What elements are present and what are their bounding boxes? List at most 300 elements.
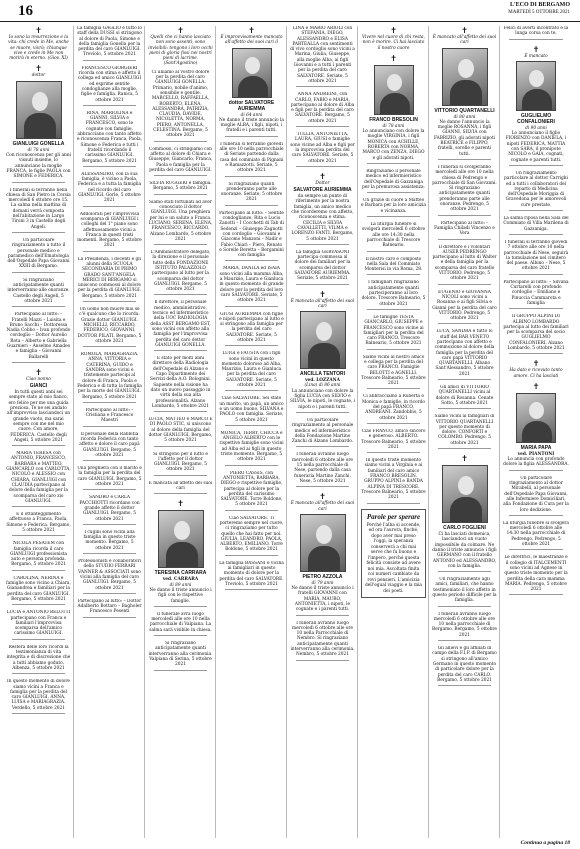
memorial-quote bbox=[361, 26, 426, 51]
divider bbox=[296, 284, 349, 285]
obituary-notice bbox=[219, 516, 284, 558]
obituary-notice bbox=[219, 561, 284, 592]
deceased-name: MARIA PAPA bbox=[520, 444, 552, 451]
obituary-notice bbox=[361, 54, 426, 166]
cross-icon: ✝ bbox=[319, 492, 326, 502]
notice-text: Si ringraziano anticipatamente quanti interverranno alla cerimonia. Valpiana di Serina, 5 ottobre 2021 bbox=[148, 641, 213, 668]
column-3 bbox=[148, 26, 216, 838]
deceased-name: TERESINA CARRARA bbox=[154, 570, 207, 577]
divider bbox=[154, 350, 207, 351]
obituary-notice bbox=[432, 329, 497, 382]
notice-text: La liturgia funebre si svolgerà mercoledì 6 ottobre alle 14:30 nella parrocchiale di Pedrengo. Pedrengo, 5 ottobre 2021 bbox=[503, 520, 569, 548]
condolence-list bbox=[6, 312, 71, 365]
notice-text: Partecipano al lutto: – Dottor Adalberto Bottaro – Bagholer Francesco Pesenti bbox=[77, 598, 142, 615]
obituary-notice bbox=[148, 641, 213, 672]
divider bbox=[367, 309, 420, 310]
divider bbox=[367, 388, 420, 389]
obituary-notice bbox=[503, 476, 569, 518]
divider bbox=[296, 615, 349, 616]
notice-text: FRANCESCO GIORGIERI ricorda con stima e affetto il collega ed amico GIANLUIGI ed esprime sentite condoglianze alla moglie, figlie e famiglia. Ranica, 5 ottobre 2021 bbox=[77, 65, 142, 103]
deceased-age: di 78 anni bbox=[27, 147, 50, 153]
deceased-name: FRANCO BRESOLIN bbox=[369, 116, 418, 123]
notice-text: LUIGI e FAUSTA con i figli sono vicini in questo momento doloroso ad Alba, Maurizio, Laura e Gianluca per la perdita del caro SALVATORE. Seriate, 5 ottobre 2021 bbox=[221, 351, 282, 389]
obituary-notice bbox=[77, 599, 142, 620]
divider bbox=[509, 353, 563, 354]
deceased-subtitle: ved. PIANTONI bbox=[517, 451, 555, 457]
divider bbox=[83, 301, 136, 302]
notice-text: MARIA, DANILA ed ISAIA sono vicini alla mamma Alba, a Maurizio, Laura e Gianluca in questo momento di grande dolore per la perdita del loro caro SALVATORE. Seriate, 5 ottobre 2021 bbox=[219, 266, 284, 304]
divider bbox=[225, 465, 278, 466]
divider bbox=[296, 126, 349, 127]
obituary-notice bbox=[503, 216, 569, 237]
deceased-subtitle: ved. CARRARA bbox=[162, 577, 199, 583]
divider bbox=[438, 448, 491, 449]
divider bbox=[154, 446, 207, 447]
deceased-name: ANCILLA TENTORI bbox=[300, 371, 345, 378]
divider bbox=[154, 244, 207, 245]
obituary-notice bbox=[6, 576, 71, 607]
divider bbox=[83, 426, 136, 427]
cross-icon: ✝ bbox=[532, 44, 540, 54]
obituary-notice bbox=[148, 181, 213, 197]
obituary-notice bbox=[6, 645, 71, 676]
obituary-notice bbox=[219, 396, 284, 427]
deceased-photo bbox=[232, 48, 272, 98]
notice-text: I funerali avranno luogo mercoledì 6 ottobre alle ore 15 nella parrocchiale di Nese, partendo dalla casa funeraria Martino Zanchi. Nese, 5 ottobre 2021 bbox=[292, 452, 353, 484]
deceased-name: dottor SALVATORE AURIEMMA bbox=[228, 99, 275, 112]
notice-text: SANDRO e CARLA PACCHIOTTI ricordano con grande affetto il dottor GIANLUIGI. Bergamo, 5 ottobre 2021 bbox=[79, 495, 140, 522]
obituary-notice bbox=[361, 169, 426, 195]
notice-text: In questo momento di dolore siamo vicini a Franca e famiglia per la perdita del caro GIANLUIGI. ANNA, LUISA e MARIAGRAZIA. Verdello, 5 ottobre 2021 bbox=[7, 679, 70, 711]
obituary-notice bbox=[148, 200, 213, 247]
obituary-notice bbox=[432, 221, 497, 242]
deceased-photo bbox=[442, 48, 488, 106]
obituary-notice bbox=[290, 92, 355, 129]
obituary-notice bbox=[432, 414, 497, 451]
cross-icon: ✝ bbox=[461, 454, 468, 464]
notice-text: Un particolare ringraziamento al personale medico ed infermieristico della Fondazione Martino Zanchi di Alzano Lombardo. bbox=[291, 417, 354, 445]
notice-text: La liturgia funebre si svolgerà mercoledì 6 ottobre alle ore 14:30 nella parrocchiale di Trescore Balneario. bbox=[361, 222, 426, 249]
obituary-notice bbox=[432, 245, 497, 287]
notice-text: Il personale della Rabbitia ricorda Federica con tanto affetto e dolore il caro papà GIANLUIGI. Bergamo, 5 ottobre 2021 bbox=[79, 431, 140, 458]
notice-text: I funerali si terranno giovedì alle ore 10 nella parrocchiale di Seriate partendo dalla casa del commiato di Pignani e Ramazzotti. Seriate, 5 ottobre 2021 bbox=[219, 141, 284, 174]
notice-text: Si ringraziano anticipatamente quanti interverranno alle onoranze. Castello degli Angeli, 5 ottobre 2021 bbox=[7, 277, 70, 304]
notice-text: Addolorati per l'improvvisa scomparsa di GIANLUIGI i colleghi del 1° piano sono affettuosamente vicini a Franca in questi tristi momenti. Bergamo, 5 ottobre 2021 bbox=[77, 211, 142, 249]
deceased-photo bbox=[158, 510, 204, 568]
obituary-notice bbox=[6, 188, 71, 235]
notice-text: I funerali avranno luogo mercoledì 6 ottobre alle ore 10 nella parrocchiale di Bergamo. Bergamo, 5 ottobre 2021 bbox=[432, 611, 497, 638]
notice-text: Si stringono per il lutto e l'affetto per il dottor GIANLUIGI. Bergamo, 5 ottobre 2021 bbox=[153, 451, 208, 473]
divider bbox=[509, 515, 563, 516]
divider bbox=[83, 553, 136, 554]
obituary-notice bbox=[361, 198, 426, 219]
obituary-notice bbox=[503, 280, 569, 311]
notice-label: È improvvisamente mancato all'affetto dei suoi cari il bbox=[220, 35, 283, 46]
obituary-notice bbox=[148, 147, 213, 178]
notice-text: I funerali si terranno nella chiesa di San Pietro in Corsia mercoledì 6 ottobre ore 15. La salma nella mattina di domani verrà composta nell'abitazione in Largo Tironi 3 in Castello degli Angeli. bbox=[6, 187, 71, 230]
notice-text: La annunciano con dolore la figlia LUCIA con SILVIO e SILVIA, le nipoti, le cognate, i nipoti e i parenti tutti. bbox=[290, 388, 355, 410]
notice-text: LINA e MARIO ARIOLI con STEFANIA, DIEGO, ALESSANDRO e ELISA PARTEALLA con sentimenti di vivo cordoglio sono vicini a Marina, Giulia, Giuseppe, alla moglie Alba, ai figli Giovanni e a tutti i parenti per la perdita del caro SALVATORE. Seriate, 5 ottobre 2021 bbox=[290, 26, 355, 84]
notice-text: da sempre un punto di riferimento per la nostra famiglia, un amico medico che ricorderemo con affetto, riconoscenza e stima. CECILIA e SILVIA CAVALLETTI, VILMA e LORENZO FANTI. Bergamo, 5 ottobre 2021 bbox=[291, 194, 354, 242]
deceased-age: di 78 anni bbox=[382, 123, 405, 129]
notice-text: È mancata all'affetto dei suoi cari bbox=[148, 480, 213, 492]
notice-text: La salma riposa nella Sala del Commiato di Villa Marilena di Gazzaniga. bbox=[503, 216, 569, 232]
obituary-notice bbox=[432, 290, 497, 327]
notice-text: In questo triste momento siamo vicini a Virginia e ai familiari del caro amico FRANCO BRESOLIN. GRUPPO ALPINI e BANDA ALPINA DI TRESCORE. Trescore Balneario, 5 ottobre 2021 bbox=[361, 458, 426, 501]
deceased-photo bbox=[300, 311, 346, 369]
notice-label: È mancato bbox=[524, 53, 548, 59]
obituary-notice bbox=[77, 495, 142, 526]
obituary-notice bbox=[6, 451, 71, 509]
notice-text: Il direttore e i volontari AUSER PEDRENGO partecipano al lutto di Walter e della famiglia per la scomparsa del caro fratello VITTORIO. Pedrengo, 5 ottobre 2021 bbox=[432, 244, 497, 282]
notice-text: Commossi, ci stringiamo con affetto al dolore di Chiara e Giuseppe, Giancarlo, Franca, Paola e famiglia per la perdita del caro GIANLUIGI. bbox=[148, 146, 213, 173]
divider bbox=[438, 571, 491, 572]
continued-note: Continua a pagina 18 bbox=[520, 840, 570, 846]
notice-label: Ciao nonno bbox=[26, 376, 51, 382]
divider bbox=[367, 163, 420, 164]
obituary-notice bbox=[290, 621, 355, 663]
divider bbox=[225, 589, 278, 590]
deceased-age: (Lina) di 86 anni bbox=[304, 383, 341, 389]
deceased-age: di 80 anni bbox=[453, 114, 476, 120]
obituary-notice bbox=[6, 64, 71, 184]
deceased-name: PIETRO AZZOLA bbox=[302, 573, 343, 580]
divider bbox=[438, 640, 491, 641]
obituary-notice bbox=[6, 512, 71, 538]
obituary-notice bbox=[503, 26, 569, 42]
divider bbox=[154, 606, 207, 607]
notice-text: Siamo vicini al nostro amico e collega per la perdita del caro FRANCO. Famiglie BELOTTI e AGNELLI. Trescore Balneario, 5 ottobre 2021 bbox=[361, 354, 426, 387]
notice-text: Le direttrici, le maestranze e il collegio di ITALCEMENTI sono vicini ad Agnese in questo triste momento per la perdita della cara mamma MARIA. Pedrengo, 5 ottobre 2021 bbox=[504, 555, 568, 593]
divider bbox=[154, 411, 207, 412]
obituary-notice bbox=[77, 432, 142, 463]
obituary-notice bbox=[290, 132, 355, 169]
divider bbox=[296, 412, 349, 413]
divider bbox=[12, 182, 65, 183]
divider bbox=[12, 570, 65, 571]
obituary-notice bbox=[503, 555, 569, 597]
obituary-notice bbox=[503, 45, 569, 168]
notice-text: I funerali si svolgeranno mercoledì alle ore 10 nella chiesa di Pedrengo e parrocchiale di San Giovanni. Si ringraziano anticipatamente quanti prenderanno parte alle onoranze. Pedrengo, 5 ottobre 2021 bbox=[432, 164, 497, 213]
obituary-notice bbox=[361, 257, 426, 278]
deceased-subtitle: ved. LOZZANA bbox=[305, 378, 340, 384]
notice-text: Si ringraziano quanti prenderanno parte alle onoranze. Seriate, 5 ottobre 2021 bbox=[220, 181, 283, 203]
notice-text: ANNA ANDREINI, con CARLO, FABIO e MARIA, partecipano al dolore di Alba e figli per la perdita del caro SALVATORE. Bergamo, 5 ottobre 2021 bbox=[290, 92, 355, 124]
notice-text: Lo annunciano il figlio FIORENZO con DANIELA, i nipoti FEDERICA, MATTIA con SARA, il pronipote NICOLÒ e GAIA, cognati, cognate e parenti tutti. bbox=[505, 131, 567, 163]
obituary-notice bbox=[432, 577, 497, 608]
notice-text: Un uomo non muore mai se c'è qualcuno che lo ricorda. Grazie dottor GIANLUIGI. MICHELLI, RICCARDO, FEDERICO, GIOVANNI, DOTTOR PILATI. Bergamo, 5 ottobre 2021 bbox=[77, 307, 142, 344]
divider bbox=[12, 306, 65, 307]
column-8 bbox=[503, 26, 571, 838]
notice-text: I cugini sono vicini alla famiglia in questo triste momento. Bergamo, 5 ottobre 2021 bbox=[83, 529, 136, 551]
memorial-quote bbox=[6, 26, 71, 61]
column-7 bbox=[432, 26, 500, 838]
obituary-notice bbox=[77, 26, 142, 63]
notice-text: Con riconoscenza per gli anni vissuti insieme, lo annunciano la moglie FRANCA, le figlie PAOLA con SIMONE e FEDERICA. bbox=[6, 153, 71, 180]
divider bbox=[12, 604, 65, 605]
obituary-notice bbox=[219, 182, 284, 208]
obituary-notice bbox=[432, 612, 497, 643]
divider bbox=[509, 39, 563, 40]
cross-icon: ✝ bbox=[390, 53, 397, 63]
obituary-notice bbox=[290, 290, 355, 415]
obituary-notice bbox=[77, 257, 142, 304]
quote-text: Io sono la resurrezione e la vita: chi crede in Me, anche se muore, vivrà; chiunque vive e crede in Me non morirà in eterno. (Giov. XI) bbox=[8, 35, 69, 62]
notice-text: Le famiglie TESTA GIANCARLO, GIUSEPPE e FRANCESCO sono vicine ai famigliari per la perdita del caro FRANCO. Trescore Balneario, 5 ottobre 2021 bbox=[363, 314, 424, 347]
notice-text: La famiglia GERVASONI partecipa commossa al dolore dei familiari per la scomparsa del dottor SALVATORE AURIEMMA. Seriate, 5 ottobre 2021 bbox=[294, 249, 351, 282]
divider bbox=[509, 308, 563, 309]
divider bbox=[225, 136, 278, 137]
obituary-notice bbox=[432, 385, 497, 411]
divider bbox=[367, 192, 420, 193]
notice-text: L'Amministratore delegato, la direzione e il personale tutto della FONDAZIONE ISTITUTO PALAZZOLO partecipano al lutto per la scomparsa del dottor GIANLUIGI. Bergamo, 5 ottobre 2021 bbox=[150, 250, 211, 293]
divider bbox=[367, 452, 420, 453]
notice-text: LUCA, SANDRA e tutto lo staff del BAR VENETO partecipano con affetto e commozione al dolore della famiglia per la perdita del caro papà VITTORIO QUARTANELLI. Albano Sant'Alessandro, 5 ottobre 2021 bbox=[434, 329, 495, 377]
divider bbox=[225, 390, 278, 391]
divider bbox=[154, 475, 207, 476]
obituary-notice bbox=[148, 300, 213, 353]
divider bbox=[296, 86, 349, 87]
notice-text: Partecipano al lutto: – Silvana Curtarelli con profondo cordoglio – Emiliano e Pinuccia Cammarota e famiglia bbox=[503, 279, 569, 306]
notice-text: Lo annuncia con profondo dolore la figlia ALESSANDRA. bbox=[503, 457, 569, 468]
divider bbox=[367, 349, 420, 350]
notice-text: ALESSANDRO, con la sua famiglia, è vicino a Paola, Federica e a tutta la famiglia nel ricordo del caro GIANLUIGI. Gorle, 5 ottobre 2021 bbox=[77, 171, 142, 204]
divider bbox=[438, 215, 491, 216]
divider bbox=[225, 205, 278, 206]
notice-text: Ne danno l'annuncio la moglie ROSANNA, i figli GIANNI, SILVIA con FABRIZIO, gli adorati nipoti BEATRICE e FILIPPO, fratelli, sorelle e parenti tutti. bbox=[434, 119, 495, 157]
divider bbox=[509, 165, 563, 166]
notice-text: Ringraziamo il personale medico ed infermieristico dell'Ospedale di Gazzaniga per la premurosa assistenza. bbox=[362, 168, 425, 190]
divider bbox=[154, 194, 207, 195]
issue-date: MARTEDÌ 5 OTTOBRE 2021 bbox=[508, 10, 570, 15]
notice-text: Ciao SALVATORE. Sei stato un marito, un papà, un amico e un uomo buono. SILVANA e PAOLO con famiglia. Seriate, 5 ottobre 2021 bbox=[219, 396, 284, 423]
obituary-notice bbox=[219, 312, 284, 349]
notice-text: Il direttore, il personale medico, amministrativo, tecnico ed infermieristico della UOC RADIOLOGIA della ASST BERGAMO EST, sono vicini con affetto alla famiglia per l'improvvisa perdita del caro dottor GIANLUIGI GONELLA. bbox=[150, 300, 211, 348]
notice-text: Un particolare ringraziamento al dottor Mirabelli, al personale dell'Ospedale Papa Giovanni, alle Infermiere Domiciliari, alla Fondazione di Cura per la loro dedizione. bbox=[503, 475, 569, 513]
deceased-photo bbox=[442, 465, 488, 523]
notice-text: I funerali avranno luogo mercoledì 6 ottobre alle ore 10 nella Parrocchiale di Nembro. Si ringraziano anticipatamente quanti interverranno alla cerimonia. Nembro, 5 ottobre 2021 bbox=[290, 620, 355, 658]
obituary-notice bbox=[361, 315, 426, 352]
notice-text: Ci uniamo al vostro dolore per la perdita del caro GIANLUIGI GONELLA. Primario, nobile d'animo, sensibile e gentile. MARCELLO, RAFFAELLA, ROBERTO, ELENA, ALESSANDRA, PATRIZIA, CLAUDIA, DAVIDE, NICOLETTA, NORMA, PIERO, ANTONELLA, CELESTINA. Bergamo, 5 ottobre 2021 bbox=[151, 69, 210, 139]
divider bbox=[154, 141, 207, 142]
obituary-notice bbox=[77, 307, 142, 349]
notice-label: dottor bbox=[31, 73, 46, 79]
quote-text: Ha dato e ricevuto tanto amore. Ci ha lasciati bbox=[509, 368, 563, 379]
notice-text: NICOLA PESATEM con famiglia ricorda il caro GIANLUIGI professionista auto e persona profonda. Bergamo, 5 ottobre 2021 bbox=[10, 541, 67, 568]
obituary-notice bbox=[503, 240, 569, 277]
obituary-notice bbox=[77, 466, 142, 492]
divider bbox=[154, 493, 207, 494]
cross-icon: ✝ bbox=[461, 26, 468, 35]
obituary-notice bbox=[6, 238, 71, 275]
obituary-notice bbox=[432, 165, 497, 218]
notice-text: Un grazie di cuore a Matteo e Barbara per la loro amicizia e vicinanza. bbox=[361, 198, 426, 214]
divider bbox=[509, 470, 563, 471]
notice-text: Gli allievi e gli affiliati di campo della F.I.P. di Bergamo si stringono all'amico Germano in questo momento di particolare dolore per la perdita del caro CARLO. Bergamo, 5 ottobre 2021 bbox=[432, 646, 497, 683]
notice-text: Partecipano al lutto: – Sentite condoglianze, Rita e Lucio Zanotti – I Cocchetti di Tab di Sedonzi – Giuseppe Zagnotti con cordoglio – Giovanni e Giacomo Manzoni – Nadir e Fabio Chiari – Piero, Renato e Sorelle Beretta – Bergamini con famiglia bbox=[219, 210, 284, 259]
reflection-title: Parole per sperare bbox=[366, 512, 421, 521]
memorial-quote bbox=[503, 359, 569, 379]
divider bbox=[83, 105, 136, 106]
notice-text: Partecipano al lutto: – Cristiana e Francesco Maestri bbox=[85, 407, 134, 424]
divider bbox=[225, 555, 278, 556]
notice-text: Ne danno il triste annuncio i fratelli GIOVANNI con MARIA, MAURO, ANTONIETTA, i nipoti, le cognate e i parenti tutti. bbox=[291, 586, 354, 613]
notice-text: SILVIA RUGGERI e famiglia. Bergamo, 5 ottobre 2021 bbox=[149, 181, 212, 192]
column-2 bbox=[77, 26, 145, 838]
divider bbox=[12, 362, 65, 363]
divider bbox=[83, 524, 136, 525]
obituary-notice bbox=[432, 26, 497, 162]
obituary-notice bbox=[6, 368, 71, 448]
notice-text: È il ottanteggimento affettuoso a Franca, Paola, Simone e Federica. Bergamo, 5 ottobre 2021 bbox=[6, 512, 71, 533]
divider bbox=[225, 260, 278, 261]
obituary-notice bbox=[219, 351, 284, 393]
notice-text: La famiglia GAGLIO e tutto lo staff della DUSSI si stringono al dolore di Paola, Simone e della famiglia Gonella per la perdita del caro GIANLUIGI. Treviolo, 5 ottobre 2021 bbox=[77, 26, 142, 58]
notice-text: La Presidenza, i docenti e gli alunni della SCUOLA SECONDARIA DI PRIMO GRADO SANT'ANGELA MERICI DI BERGAMO si uniscono commossi al dolore per la perdita di GIANLUIGI. Bergamo, 5 ottobre 2021 bbox=[77, 256, 142, 299]
notice-label: È mancata all'affetto dei suoi cari bbox=[290, 298, 355, 309]
column-1 bbox=[6, 26, 74, 838]
obituary-notice bbox=[6, 610, 71, 641]
notice-text: TULLIA, ANTONIETTA, LAURA, GIUSI e famiglie sono vicine ad Alba e figli per la improvvisa perdita del caro SALVATORE. Seriate, 5 ottobre 2021 bbox=[290, 132, 355, 164]
divider bbox=[438, 323, 491, 324]
obituary-notice bbox=[148, 417, 213, 448]
divider bbox=[12, 232, 65, 233]
divider bbox=[296, 244, 349, 245]
notice-text: Gli amici di VITTORIO QUARTANELLI vicini al dolore di Rosanna. Cenate Sotto, 5 ottobre 2021 bbox=[435, 385, 494, 406]
notice-text: Una preghiera con il marito e la famiglia per la perdita del caro GIANLUIGI. Bergamo, 5 ottobre 2021 bbox=[77, 466, 142, 488]
notice-text: Il funerale avrà luogo mercoledì alle ore 10 nella parrocchiale di Valpiana. La salma sarà visibile in chiesa. bbox=[149, 611, 212, 633]
notice-text: La famiglia BASSANI è vicina ai famigliari in questo momento di dolore per la perdita del caro SALVATORE. Treviolo, 5 ottobre 2021 bbox=[219, 560, 284, 587]
divider bbox=[83, 617, 136, 618]
deceased-age: di 89 anni bbox=[169, 582, 192, 588]
notice-text: Professionisti e collaboratori dello STUDIO FERRARI VANNER & ASSOCIATI sono vicini alla famiglia del caro GIANLUIGI. Bergamo, 5 ottobre 2021 bbox=[78, 559, 141, 591]
divider bbox=[225, 345, 278, 346]
notice-text: Un ringraziamento particolare al dottor Carrighi ed a tutti i collaboratori del reparto di Medicina dell'Ospedale Moriggia di Gravedona per le amorevoli cure prestate. bbox=[504, 170, 568, 208]
divider bbox=[296, 446, 349, 447]
divider bbox=[83, 489, 136, 490]
obituary-notice bbox=[148, 481, 213, 497]
obituary-notice bbox=[219, 471, 284, 513]
divider bbox=[12, 506, 65, 507]
deceased-photo bbox=[300, 514, 346, 572]
divider bbox=[509, 594, 563, 595]
divider bbox=[154, 294, 207, 295]
notice-text: Ciao SALVATORE. Ti porteremo sempre nel cuore, ci ringraziamo per tutto quello che hai fatto per noi. GIULIA, LEANDRO, PAOLA, ALBERTO, EMILIANO. Torre Boldone, 5 ottobre 2021 bbox=[219, 515, 284, 553]
condolence-list bbox=[219, 211, 284, 264]
notice-text: Ci ha lasciati domenica, lasciandoci un vuoto impossibile da colmare. Ne danno il triste annuncio i figli GERMANO con il fratello ANTONIO ed ALESSANDRO, con la famiglia. bbox=[432, 532, 497, 569]
obituary-notice bbox=[6, 679, 71, 716]
deceased-name: GIANCI bbox=[29, 383, 48, 390]
notice-text: Un ringraziamento agli amici, familiari, che hanno testimoniato il loro affetto in questo periodo difficile per la famiglia. bbox=[432, 577, 497, 604]
obituary-notice bbox=[361, 429, 426, 455]
notice-text: Ci abbracciamo a Roberta e Monica e famiglie, in ricordo del papà FRANCO, ANDREANI. Zandobbio, 5 ottobre 2021 bbox=[361, 394, 426, 421]
reflection-box bbox=[361, 509, 426, 599]
deceased-photo bbox=[374, 65, 414, 115]
notice-text: LUCIA e ANTONIO BELOTTI partecipano con Franca e familiari l'improvvisa scomparsa dell'amico carissimo GIANLUIGI. bbox=[6, 610, 71, 637]
divider bbox=[296, 166, 349, 167]
obituary-notice bbox=[148, 70, 213, 144]
divider bbox=[12, 713, 65, 714]
divider bbox=[154, 175, 207, 176]
notice-text: MONICA, TERRY, CHICCA e ANGELO ALBERTO con le rispettive famiglie sono vicini ad Alba ed ai figli in questo triste momento. Bergamo, 5 ottobre 2021 bbox=[219, 430, 284, 463]
obituary-notice bbox=[77, 172, 142, 209]
cross-icon: ✝ bbox=[532, 359, 540, 369]
notice-text: CAROLINA, NERINA e famiglie sono vicino a Chiara, Gianandrea e familiari per la perdita del caro GIANLUIGI. Bergamo, 5 ottobre 2021 bbox=[6, 575, 71, 602]
obituary-notice bbox=[503, 382, 569, 473]
deceased-name: GIANLUIGI GONELLA bbox=[12, 140, 65, 147]
notice-text: Ciao FRANCO, amico sincero e generoso. ALBERTO. Trescore Balneario, 5 ottobre 2021 bbox=[361, 428, 426, 450]
divider bbox=[83, 402, 136, 403]
page-number: 16 bbox=[18, 3, 33, 19]
notice-label: È mancato all'affetto dei suoi cari bbox=[290, 501, 355, 512]
divider bbox=[83, 166, 136, 167]
obituary-notice bbox=[503, 314, 569, 356]
divider bbox=[438, 408, 491, 409]
obituary-notice bbox=[148, 250, 213, 297]
divider bbox=[438, 379, 491, 380]
obituary-notice bbox=[290, 250, 355, 287]
divider bbox=[225, 306, 278, 307]
notice-text: I funerali si terranno giovedì 7 ottobre alle ore 10 nella parrocchiale di Nese, seguirà la tumulazione nel cimitero del paese. Albino – Nese, 5 ottobre 2021 bbox=[503, 239, 569, 272]
notice-text: Felici di averti incontrato e la lunga corsa con te. bbox=[503, 26, 569, 37]
obituary-notice bbox=[77, 408, 142, 429]
notice-text: RINA, MARIOLINA e GIANNI, SILVIA e FRANCESCO, sono le cognate con famiglie, abbracciano con tanto affetto e riconoscenza Franca, Paola, Simone e Federica e tutti i fratelli ricordando il carissimo GIANLUIGI. Bergamo, 5 ottobre 2021 bbox=[77, 110, 142, 164]
divider bbox=[154, 635, 207, 636]
memorial-quote bbox=[148, 26, 213, 67]
cross-icon: ✝ bbox=[532, 381, 540, 391]
divider bbox=[83, 206, 136, 207]
obituary-notice bbox=[219, 142, 284, 179]
obituary-notice bbox=[432, 454, 497, 574]
deceased-photo bbox=[16, 81, 62, 139]
obituary-notice bbox=[503, 171, 569, 213]
obituary-notice bbox=[148, 452, 213, 478]
cross-icon: ✝ bbox=[390, 26, 397, 35]
divider bbox=[83, 346, 136, 347]
cross-icon: ✝ bbox=[248, 26, 255, 35]
obituary-notice bbox=[77, 212, 142, 254]
notice-text: EUGENIO e GIOVANNA NICOLI sono vicini a Rosanna e ai figli Silvia e Gianni per la perdita del caro VITTORIO. Pedrengo, 5 ottobre 2021 bbox=[432, 289, 497, 322]
deceased-age: di 64 anni bbox=[240, 112, 263, 118]
divider bbox=[225, 176, 278, 177]
notice-text: Il nostro caro è composto nella Sala del Commiato Monterisi in via Roma, 28. bbox=[364, 256, 423, 273]
notice-text: GIUSI AURIEMMA con figlie e nipoti partecipano al lutto e si stringono alla famiglia per la perdita del caro SALVATORE. Seriate, 5 ottobre 2021 bbox=[219, 311, 284, 343]
divider bbox=[296, 486, 349, 487]
divider bbox=[154, 670, 207, 671]
divider bbox=[438, 239, 491, 240]
divider bbox=[83, 251, 136, 252]
notice-text: Un particolare ringraziamento a tutto il personale medico e paramedico dell'Ematologia dell'Ospedale Papa Giovanni XXIII di Bergamo. bbox=[7, 237, 70, 270]
obituary-notice bbox=[290, 172, 355, 247]
obituary-notice bbox=[77, 352, 142, 405]
column-4 bbox=[219, 26, 287, 838]
notice-text: ROMOLA, MARIAGRAZIA, ANNA, VITTORIA e CATERINA, GUIDO e SANDRA sono vicini e tristemente partecipi al dolore di Franca, Paola e Federica e di tutta la famiglia per la morte del GIANLUIGI. Bergamo, 5 ottobre 2021 bbox=[77, 352, 142, 400]
obituary-notice bbox=[77, 559, 142, 596]
notice-label: Dottor bbox=[315, 180, 330, 186]
notice-text: LUCIA, MATTEO e MARCO E DI PAOLO STIC, si uniscono al dolore della famiglia del dottor GIANLUIGI. Bergamo, 5 ottobre 2021 bbox=[148, 417, 213, 444]
obituary-notice bbox=[361, 222, 426, 253]
reflection-text: Perché l'alba si accende, ed ora l'aurora, finché, dopo aver mai preso l'oggi, la speranza conserverà a chi mai serve che fu buono e l'impero, perché questa felicità consiste ad avere noi mia. Ascoltata finita coi numeri cambiato da rovi pensieri. L'amicizia dell'egual viaggio e la mia dei poeti. bbox=[365, 522, 422, 594]
obituary-notice bbox=[77, 530, 142, 556]
obituary-columns bbox=[6, 26, 574, 838]
divider bbox=[367, 274, 420, 275]
obituary-notice bbox=[6, 541, 71, 572]
notice-text: Ne danno il triste annuncio i figli con le rispettive famiglie. bbox=[149, 587, 212, 604]
divider bbox=[367, 423, 420, 424]
cross-icon: ✝ bbox=[35, 26, 42, 35]
cross-icon: ✝ bbox=[35, 64, 42, 74]
obituary-notice bbox=[290, 492, 355, 617]
